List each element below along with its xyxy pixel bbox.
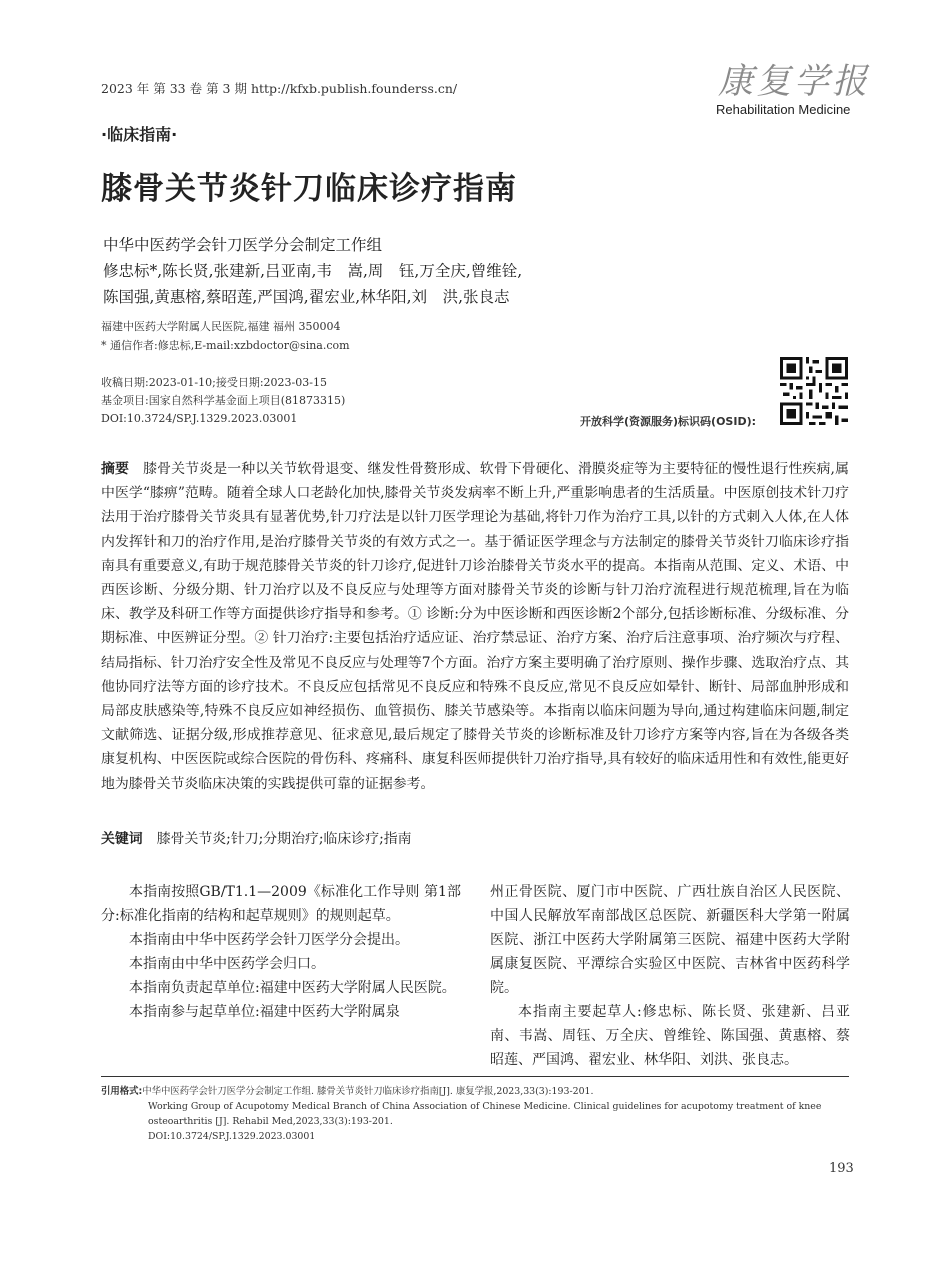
body-paragraph: 本指南负责起草单位:福建中医药大学附属人民医院。: [129, 980, 456, 996]
citation-block: [101, 1084, 853, 1144]
section-label: ·临床指南·: [101, 125, 178, 144]
journal-issue-header: 2023 年 第 33 卷 第 3 期 http://kfxb.publish.founderss.cn/: [101, 81, 458, 96]
citation-doi: DOI:10.3724/SP.J.1329.2023.03001: [148, 1131, 316, 1142]
keywords-label: 关键词: [101, 831, 143, 847]
body-paragraph: 本指南参与起草单位:福建中医药大学附属泉: [129, 1004, 400, 1020]
body-paragraph: 本指南由中华中医药学会归口。: [129, 956, 325, 972]
keywords: [101, 827, 849, 847]
journal-logo: 康复学报: [718, 62, 871, 102]
received-dates: 收稿日期:2023-01-10;接受日期:2023-03-15: [101, 376, 327, 389]
fund-info: 基金项目:国家自然科学基金面上项目(81873315): [101, 394, 346, 407]
author-list-line-1: 修忠标*,陈长贤,张建新,吕亚南,韦 嵩,周 钰,万全庆,曾维铨,: [103, 262, 523, 280]
journal-logo-english: Rehabilitation Medicine: [716, 102, 851, 117]
body-paragraph: 本指南由中华中医药学会针刀医学分会提出。: [129, 932, 409, 948]
doi: DOI:10.3724/SP.J.1329.2023.03001: [101, 412, 298, 425]
article-title: 膝骨关节炎针刀临床诊疗指南: [101, 171, 517, 207]
citation-en: Working Group of Acupotomy Medical Branch of China Association of Chinese Medicine. Clinical guidelines for acupotomy treatment of knee osteoarthritis [J]. Rehabil Med,2023,33(3):193-201.: [148, 1101, 822, 1127]
citation-cn: 中华中医药学会针刀医学分会制定工作组. 膝骨关节炎针刀临床诊疗指南[J]. 康复学报,2023,33(3):193-201.: [142, 1086, 594, 1097]
author-list-line-2: 陈国强,黄惠榕,蔡昭莲,严国鸿,翟宏业,林华阳,刘 洪,张良志: [103, 288, 510, 306]
correspondence: * 通信作者:修忠标,E-mail:xzbdoctor@sina.com: [101, 339, 350, 352]
abstract: [101, 457, 849, 796]
keywords-text: 膝骨关节炎;针刀;分期治疗;临床诊疗;指南: [156, 831, 412, 847]
body-paragraph: 本指南主要起草人:修忠标、陈长贤、张建新、吕亚南、韦嵩、周钰、万全庆、曾维铨、陈国强、黄惠榕、蔡昭莲、严国鸿、翟宏业、林华阳、刘洪、张良志。: [490, 1004, 850, 1068]
abstract-text: 膝骨关节炎是一种以关节软骨退变、继发性骨赘形成、软骨下骨硬化、滑膜炎症等为主要特征的慢性退行性疾病,属中医学“膝痹”范畴。随着全球人口老龄化加快,膝骨关节炎发病率不断上升,严重影响患者的生活质量。中医原创技术针刀疗法用于治疗膝骨关节炎具有显著优势,针刀疗法是以针刀医学理论为基础,将针刀作为治疗工具,以针的方式刺入人体,在人体内发挥针和刀的治疗作用,是治疗膝骨关节炎的有效方式之一。基于循证医学理念与方法制定的膝骨关节炎针刀临床诊疗指南具有重要意义,有助于规范膝骨关节炎的针刀诊疗,促进针刀诊治膝骨关节炎水平的提高。本指南从范围、定义、术语、中西医诊断、分级分期、针刀治疗以及不良反应与处理等方面对膝骨关节炎的诊断与针刀治疗流程进行规范梳理,旨在为临床、教学及科研工作等方面提供诊疗指导和参考。① 诊断:分为中医诊断和西医诊断2个部分,包括诊断标准、分级标准、分期标准、中医辨证分型。② 针刀治疗:主要包括治疗适应证、治疗禁忌证、治疗方案、治疗后注意事项、治疗频次与疗程、结局指标、针刀治疗安全性及常见不良反应与处理等7个方面。治疗方案主要明确了治疗原则、操作步骤、选取治疗点、其他协同疗法等方面的诊疗技术。不良反应包括常见不良反应和特殊不良反应,常见不良反应如晕针、断针、局部血肿形成和局部皮肤感染等,特殊不良反应如神经损伤、血管损伤、膝关节感染等。本指南以临床问题为导向,通过构建临床问题,制定文献筛选、证据分级,形成推荐意见、征求意见,最后规定了膝骨关节炎的诊断标准及针刀诊疗方案等内容,旨在为各级各类康复机构、中医医院或综合医院的骨伤科、疼痛科、康复科医师提供针刀治疗指导,具有较好的临床适用性和有效性,能更好地为膝骨关节炎临床决策的实践提供可靠的证据参考。: [101, 461, 850, 792]
qr-code[interactable]: [780, 357, 848, 425]
abstract-label: 摘要: [101, 461, 130, 477]
footer-rule: [101, 1076, 849, 1077]
body-paragraph: 本指南按照GB/T1.1—2009《标准化工作导则 第1部分:标准化指南的结构和起草规则》的规则起草。: [101, 884, 461, 924]
affiliation: 福建中医药大学附属人民医院,福建 福州 350004: [101, 320, 341, 333]
osid-label: 开放科学(资源服务)标识码(OSID):: [580, 415, 757, 428]
body-column-right: [490, 880, 850, 1072]
body-paragraph: 州正骨医院、厦门市中医院、广西壮族自治区人民医院、中国人民解放军南部战区总医院、新疆医科大学第一附属医院、浙江中医药大学附属第三医院、福建中医药大学附属康复医院、平潭综合实验区中医院、吉林省中医药科学院。: [490, 884, 850, 996]
author-group: 中华中医药学会针刀医学分会制定工作组: [103, 236, 383, 254]
body-column-left: [101, 880, 461, 1024]
citation-label: 引用格式:: [101, 1086, 143, 1097]
page-number: 193: [829, 1161, 854, 1176]
